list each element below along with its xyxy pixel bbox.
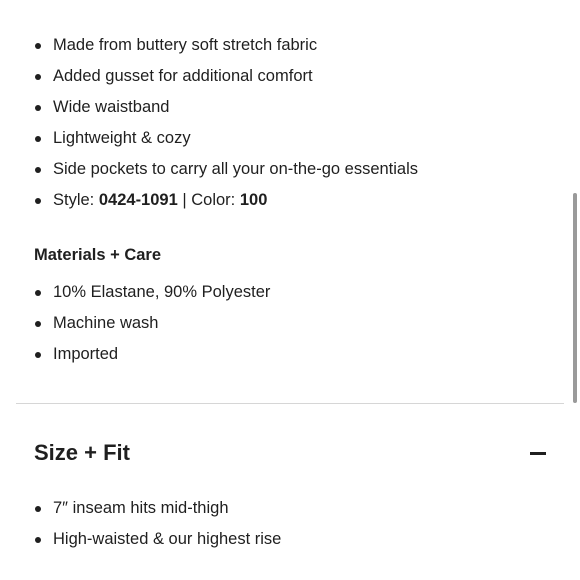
size-fit-list <box>34 493 281 555</box>
list-item: Side pockets to carry all your on-the-go essentials <box>34 154 418 185</box>
list-item: High-waisted & our highest rise <box>34 524 281 555</box>
color-value: 100 <box>239 191 268 209</box>
style-value: 0424-1091 <box>98 191 178 209</box>
color-label: Color: <box>191 191 240 209</box>
list-item: Imported <box>34 339 270 370</box>
style-color-item <box>34 185 418 216</box>
materials-list <box>34 277 270 370</box>
list-item: 7″ inseam hits mid-thigh <box>34 493 281 524</box>
materials-care-heading: Materials + Care <box>34 246 162 264</box>
size-fit-accordion-header[interactable] <box>34 434 548 472</box>
style-label: Style: <box>53 191 99 209</box>
size-fit-title: Size + Fit <box>34 440 130 465</box>
separator: | <box>177 191 192 209</box>
features-list <box>34 30 418 216</box>
list-item: Wide waistband <box>34 92 418 123</box>
minus-icon[interactable] <box>528 443 548 463</box>
list-item: Made from buttery soft stretch fabric <box>34 30 418 61</box>
section-divider <box>16 403 564 404</box>
list-item: Added gusset for additional comfort <box>34 61 418 92</box>
list-item: Lightweight & cozy <box>34 123 418 154</box>
scrollbar-thumb[interactable] <box>573 193 577 403</box>
list-item: Machine wash <box>34 308 270 339</box>
list-item: 10% Elastane, 90% Polyester <box>34 277 270 308</box>
